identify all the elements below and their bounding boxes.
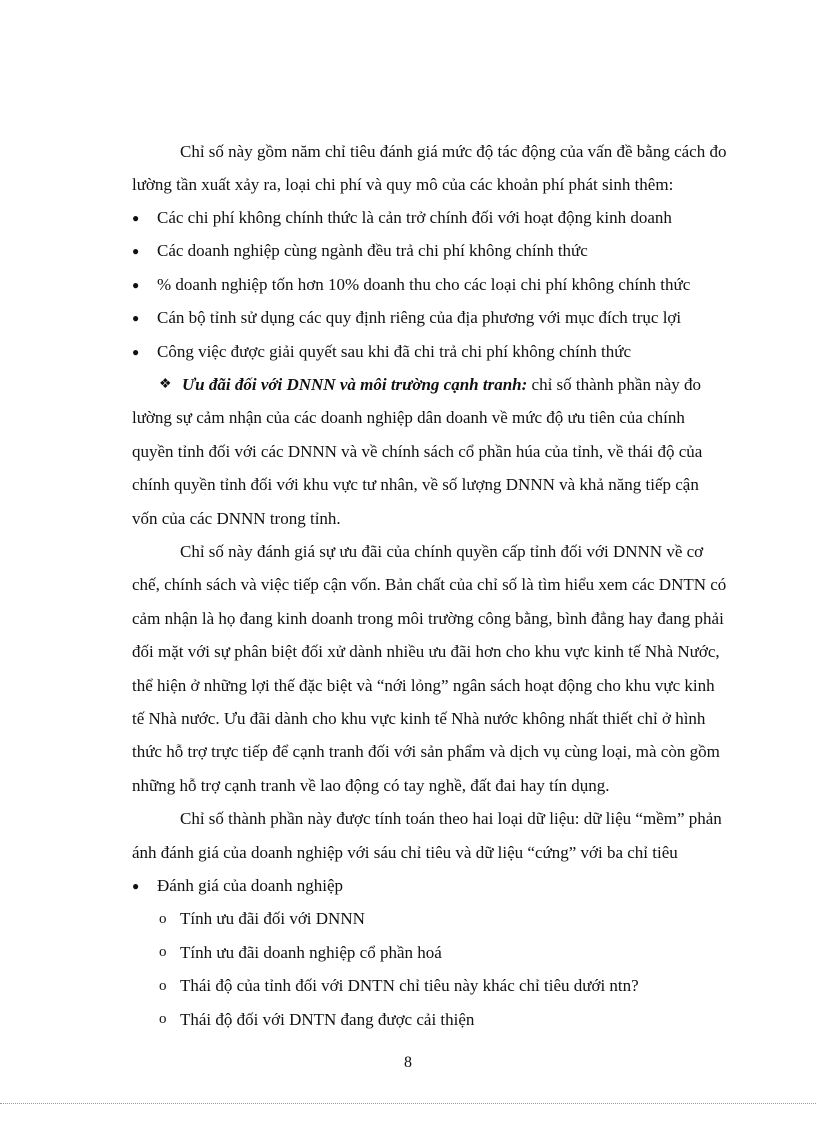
section-line-2: lường sự cảm nhận của các doanh nghiệp dân doanh về mức độ ưu tiên của chính [132,408,685,427]
paragraph-2-line-8: những hỗ trợ cạnh tranh về lao động có tay nghề, đất đai hay tín dụng. [132,776,610,795]
section-line-4: chính quyền tỉnh đối với khu vực tư nhân, về số lượng DNNN và khả năng tiếp cận [132,475,699,494]
diamond-bullet-icon: ❖ [159,377,172,392]
paragraph-1-line-1: Chỉ số này gồm năm chỉ tiêu đánh giá mức độ tác động của vấn đề bằng cách đo [180,142,727,161]
paragraph-2-line-7: thức hỗ trợ trực tiếp để cạnh tranh đối với sản phẩm và dịch vụ cùng loại, mà còn gồm [132,742,720,761]
bullet-marker: ● [132,211,140,225]
section-heading: Ưu đãi đối với DNNN và môi trường cạnh tranh: [182,375,528,394]
list-item: Cán bộ tỉnh sử dụng các quy định riêng của địa phương với mục đích trục lợi [157,308,682,327]
section-line-3: quyền tỉnh đối với các DNNN và về chính sách cổ phần húa của tỉnh, về thái độ của [132,442,703,461]
bullet-marker: ● [132,278,140,292]
paragraph-3-line-2: ánh đánh giá của doanh nghiệp với sáu chỉ tiêu và dữ liệu “cứng” với ba chỉ tiêu [132,843,678,862]
sub-bullet-marker: o [159,911,167,927]
section-line-1-rest: chỉ số thành phần này đo [527,375,702,394]
list-item: Các doanh nghiệp cùng ngành đều trả chi phí không chính thức [157,241,588,260]
list-item: Đánh giá của doanh nghiệp [157,876,343,895]
paragraph-2-line-3: cảm nhận là họ đang kinh doanh trong môi trường công bằng, bình đẳng hay đang phải [132,609,724,628]
bullet-marker: ● [132,879,140,893]
paragraph-2-line-1: Chỉ số này đánh giá sự ưu đãi của chính quyền cấp tỉnh đối với DNNN về cơ [180,542,704,561]
sub-list-item: Tính ưu đãi đối với DNNN [180,909,365,928]
section-line-5: vốn của các DNNN trong tỉnh. [132,509,341,528]
sub-list-item: Thái độ đối với DNTN đang được cải thiện [180,1010,475,1029]
sub-list-item: Thái độ của tỉnh đối với DNTN chỉ tiêu này khác chỉ tiêu dưới ntn? [180,976,639,995]
bullet-marker: ● [132,244,140,258]
paragraph-2-line-2: chế, chính sách và việc tiếp cận vốn. Bản chất của chỉ số là tìm hiểu xem các DNTN có [132,575,727,594]
section-first-line [182,375,816,395]
list-item: Công việc được giải quyết sau khi đã chi trả chi phí không chính thức [157,342,632,361]
sub-list-item: Tính ưu đãi doanh nghiệp cổ phần hoá [180,943,442,962]
paragraph-1-line-2: lường tần xuất xảy ra, loại chi phí và quy mô của các khoản phí phát sinh thêm: [132,175,674,194]
paragraph-3-line-1: Chỉ số thành phần này được tính toán theo hai loại dữ liệu: dữ liệu “mềm” phản [180,809,722,828]
bullet-marker: ● [132,311,140,325]
list-item: Các chi phí không chính thức là cản trở chính đối với hoạt động kinh doanh [157,208,672,227]
paragraph-2-line-6: tế Nhà nước. Ưu đãi dành cho khu vực kinh tế Nhà nước không nhất thiết chỉ ở hình [132,709,706,728]
paragraph-2-line-4: đối mặt với sự phân biệt đối xử dành nhiều ưu đãi hơn cho khu vực kinh tế Nhà Nước, [132,642,720,661]
sub-bullet-marker: o [159,1011,167,1027]
sub-bullet-marker: o [159,978,167,994]
list-item: % doanh nghiệp tốn hơn 10% doanh thu cho các loại chi phí không chính thức [157,275,691,294]
page-bottom-divider [0,1103,816,1104]
bullet-marker: ● [132,345,140,359]
paragraph-2-line-5: thể hiện ở những lợi thế đặc biệt và “nới lỏng” ngân sách hoạt động cho khu vực kinh [132,676,715,695]
sub-bullet-marker: o [159,944,167,960]
page-number: 8 [404,1054,412,1071]
